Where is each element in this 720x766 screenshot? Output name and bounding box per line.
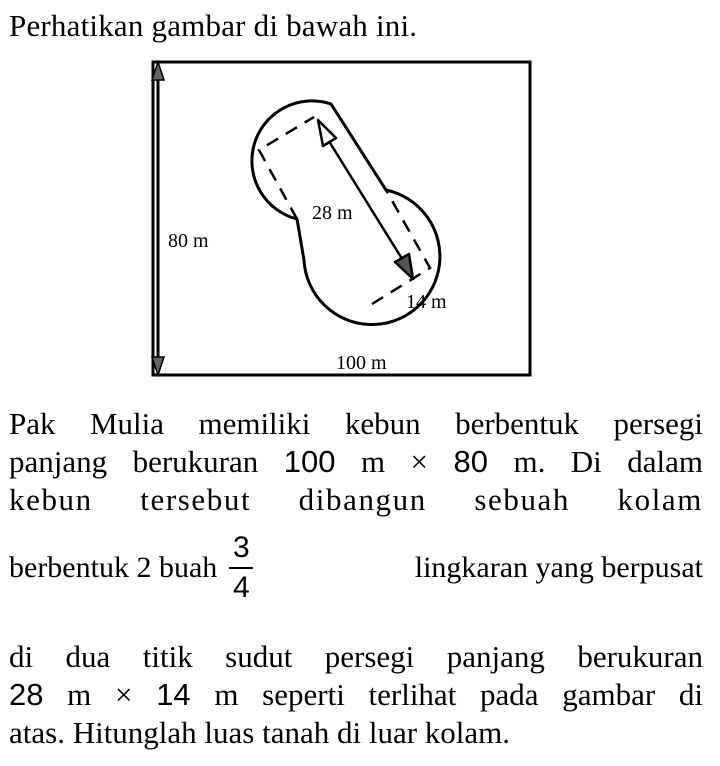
intro-text: Perhatikan gambar di bawah ini.	[9, 8, 418, 43]
problem-paragraph	[9, 405, 703, 519]
label-height: 80 m	[168, 230, 209, 252]
label-short: 14 m	[406, 291, 447, 313]
label-width: 100 m	[336, 352, 387, 374]
problem-line-4: berbentuk 2 buah $\frac{3}{4}$ lingkaran yang berpusat	[9, 531, 703, 604]
fraction-three-quarters: $\frac{3}{4}$	[229, 531, 253, 605]
label-diagonal: 28 m	[312, 202, 353, 224]
problem-line-2: panjang berukuran 100 m × 80 m. Di dalam	[9, 444, 704, 479]
problem-line-6: 28 m × 14 m seperti terlihat pada gambar di	[9, 677, 703, 712]
dashed-rectangle	[259, 117, 314, 219]
problem-paragraph-end	[9, 638, 703, 752]
problem-line-5: di dua titik sudut persegi panjang berukuran	[9, 639, 703, 674]
problem-line-1: Pak Mulia memiliki kebun berbentuk persegi	[9, 406, 703, 441]
dashed-rectangle-lower	[372, 190, 430, 304]
diagonal-arrow-head-up	[318, 120, 336, 146]
diagonal-arrow-head-down	[395, 254, 413, 279]
problem-line-3: kebun tersebut dibangun sebuah kolam	[9, 482, 703, 517]
problem-line-7: atas. Hitunglah luas tanah di luar kolam.	[9, 715, 511, 750]
